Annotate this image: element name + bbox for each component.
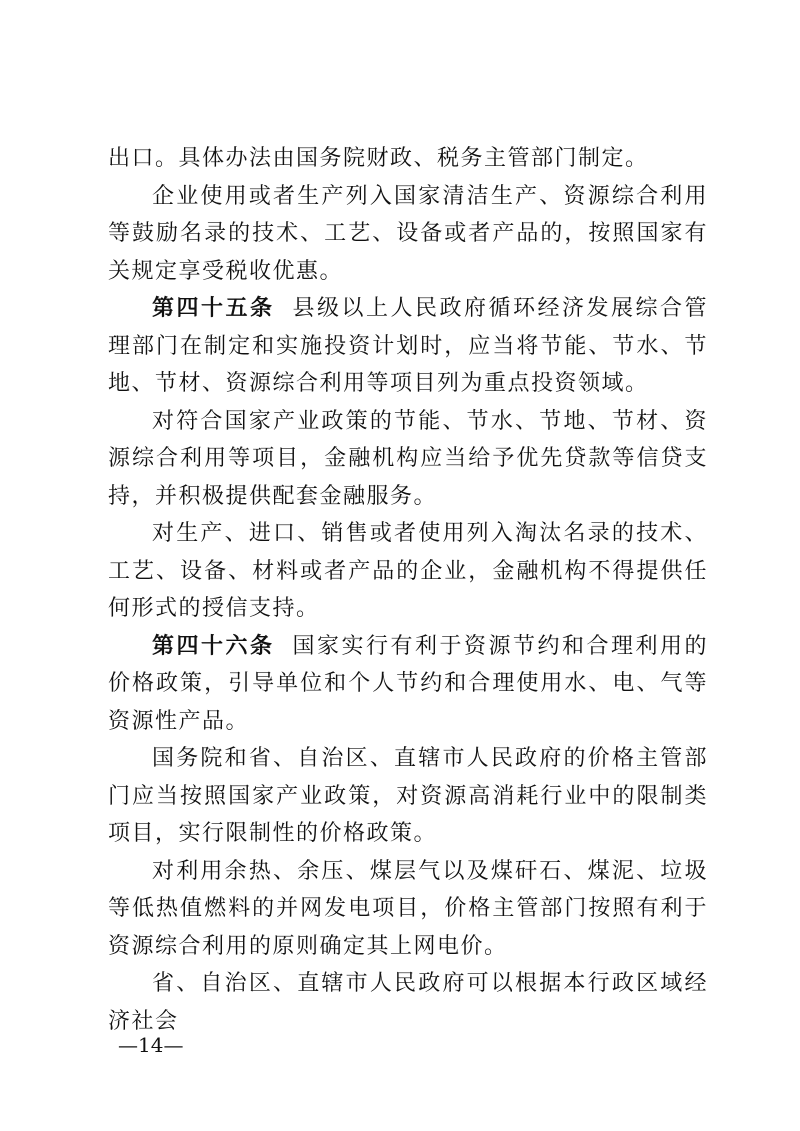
paragraph-price-policy: 国务院和省、自治区、直辖市人民政府的价格主管部门应当按照国家产业政策，对资源高消耗行业中的限制类项目，实行限制性的价格政策。 bbox=[108, 746, 708, 846]
page-number: —14— bbox=[118, 1033, 184, 1057]
article-46-text: 国家实行有利于资源节约和合理利用的价格政策，引导单位和个人节约和合理使用水、电、气等资源性产品。 bbox=[108, 633, 708, 734]
paragraph-no-credit: 对生产、进口、销售或者使用列入淘汰名录的技术、工艺、设备、材料或者产品的企业，金融机构不得提供任何形式的授信支持。 bbox=[108, 521, 708, 621]
article-45 bbox=[108, 290, 708, 403]
article-46-heading: 第四十六条 bbox=[152, 632, 275, 659]
article-45-text: 县级以上人民政府循环经济发展综合管理部门在制定和实施投资计划时，应当将节能、节水、节地、节材、资源综合利用等项目列为重点投资领域。 bbox=[108, 296, 708, 396]
paragraph-continuation: 出口。具体办法由国务院财政、税务主管部门制定。 bbox=[108, 146, 649, 171]
article-46 bbox=[108, 628, 708, 741]
paragraph-tax-incentives: 企业使用或者生产列入国家清洁生产、资源综合利用等鼓励名录的技术、工艺、设备或者产品的，按照国家有关规定享受税收优惠。 bbox=[108, 183, 708, 284]
paragraph-credit-support: 对符合国家产业政策的节能、节水、节地、节材、资源综合利用等项目，金融机构应当给予优先贷款等信贷支持，并积极提供配套金融服务。 bbox=[108, 408, 708, 509]
paragraph-grid-price: 对利用余热、余压、煤层气以及煤矸石、煤泥、垃圾等低热值燃料的并网发电项目，价格主管部门按照有利于资源综合利用的原则确定其上网电价。 bbox=[108, 858, 708, 959]
paragraph-provincial: 省、自治区、直辖市人民政府可以根据本行政区域经济社会 bbox=[108, 971, 708, 1034]
body-text bbox=[108, 140, 708, 1040]
article-45-heading: 第四十五条 bbox=[152, 295, 275, 321]
